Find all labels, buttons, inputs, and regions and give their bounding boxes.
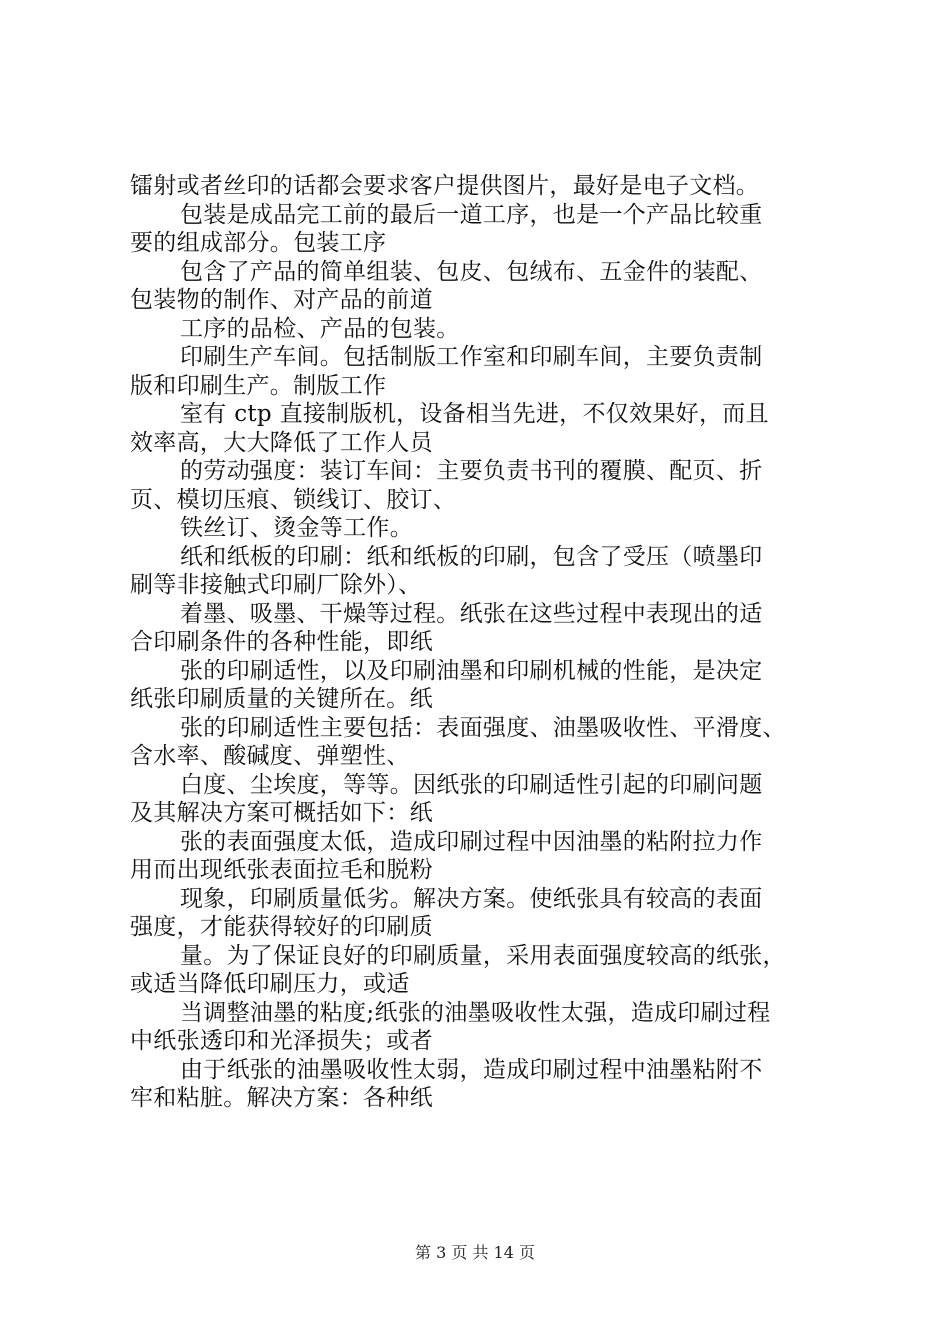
text-line: 或适当降低印刷压力，或适	[130, 971, 410, 997]
text-line: 中纸张透印和光泽损失；或者	[130, 1028, 433, 1054]
text-line: 纸和纸板的印刷：纸和纸板的印刷，包含了受压（喷墨印	[180, 543, 763, 570]
text-line: 含水率、酸碱度、弹塑性、	[130, 743, 410, 769]
text-line: 用而出现纸张表面拉毛和脱粉	[130, 857, 433, 883]
text-line: 白度、尘埃度，等等。因纸张的印刷适性引起的印刷问题	[180, 771, 763, 798]
text-line: 刷等非接触式印刷厂除外）、	[130, 572, 422, 598]
text-line: 强度，才能获得较好的印刷质	[130, 914, 433, 940]
text-line: 牢和粘脏。解决方案：各种纸	[130, 1085, 433, 1111]
text-line: 版和印刷生产。制版工作	[130, 372, 387, 399]
text-line: 页、模切压痕、锁线订、胶订、	[130, 486, 457, 513]
text-line: 由于纸张的油墨吸收性太弱，造成印刷过程中油墨粘附不	[180, 1056, 763, 1083]
text-line: 合印刷条件的各种性能，即纸	[130, 629, 433, 655]
text-line: 张的印刷适性，以及印刷油墨和印刷机械的性能，是决定	[180, 657, 763, 684]
text-line: 效率高，大大降低了工作人员	[130, 429, 433, 456]
text-line: 纸张印刷质量的关键所在。纸	[130, 686, 433, 712]
text-line: 包含了产品的简单组装、包皮、包绒布、五金件的装配、	[180, 258, 763, 285]
text-line: 量。为了保证良好的印刷质量，采用表面强度较高的纸张，	[180, 942, 786, 969]
page-footer: 第 3 页 共 14 页	[415, 1243, 535, 1262]
text-line: 包装是成品完工前的最后一道工序，也是一个产品比较重	[180, 201, 763, 228]
body-text	[130, 172, 840, 1113]
text-line: 着墨、吸墨、干燥等过程。纸张在这些过程中表现出的适	[180, 600, 763, 627]
text-line: 要的组成部分。包装工序	[130, 230, 387, 256]
text-line: 张的印刷适性主要包括：表面强度、油墨吸收性、平滑度、	[180, 714, 786, 741]
text-line: 的劳动强度：装订车间：主要负责书刊的覆膜、配页、折	[180, 458, 763, 484]
text-line: 张的表面强度太低，造成印刷过程中因油墨的粘附拉力作	[180, 828, 763, 855]
text-line: 当调整油墨的粘度;纸张的油墨吸收性太强，造成印刷过程	[180, 999, 771, 1026]
text-line: 现象，印刷质量低劣。解决方案。使纸张具有较高的表面	[180, 885, 763, 912]
text-line: 室有 ctp 直接制版机，设备相当先进，不仅效果好，而且	[180, 401, 769, 427]
text-line: 印刷生产车间。包括制版工作室和印刷车间，主要负责制	[180, 344, 763, 370]
text-line: 工序的品检、产品的包装。	[180, 315, 460, 342]
text-line: 镭射或者丝印的话都会要求客户提供图片，最好是电子文档。	[130, 173, 760, 199]
text-line: 铁丝订、烫金等工作。	[180, 515, 413, 541]
text-line: 包装物的制作、对产品的前道	[130, 287, 433, 313]
text-line: 及其解决方案可概括如下：纸	[130, 800, 433, 826]
